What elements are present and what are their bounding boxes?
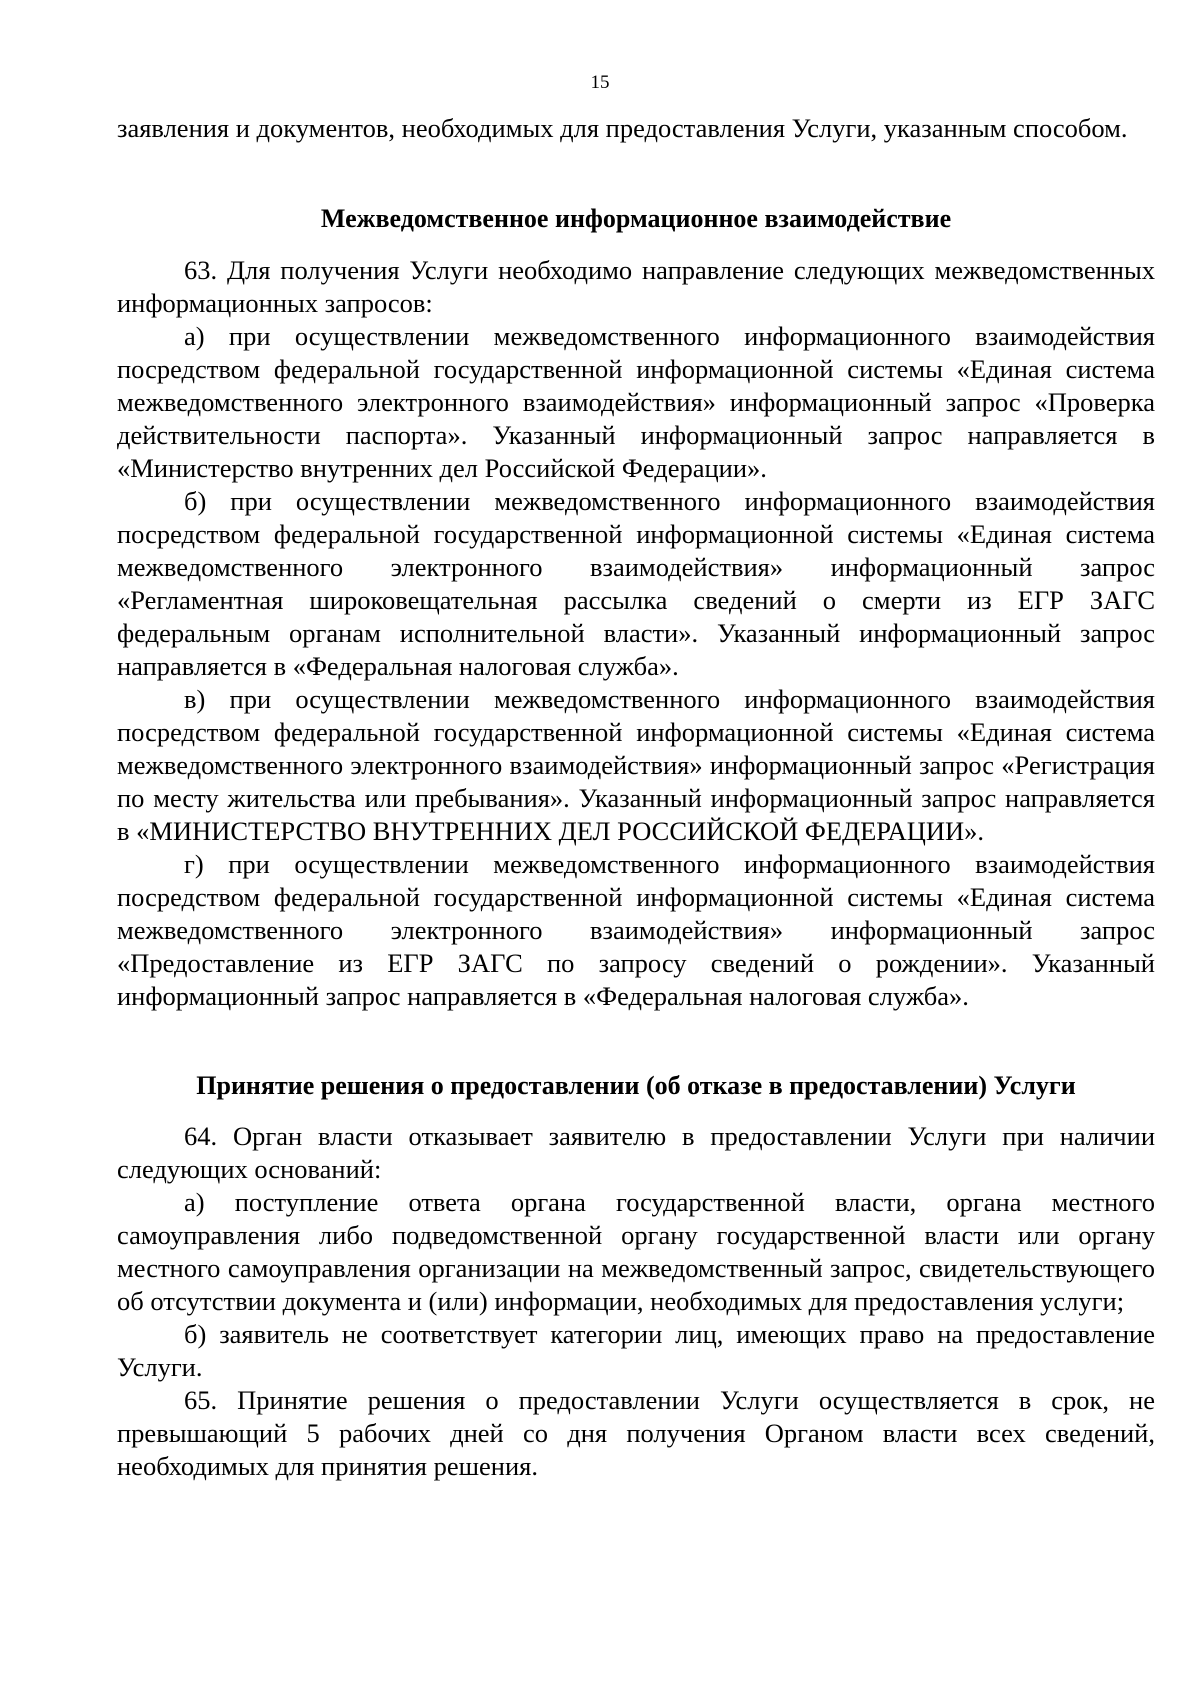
page-number: 15: [590, 72, 610, 93]
section-heading-decision: Принятие решения о предоставлении (об отказе в предоставлении) Услуги: [196, 1071, 1076, 1100]
paragraph-63-b: б) при осуществлении межведомственного информационного взаимодействия посредством федеральной государственной информационной системы «Единая система межведомственного электронного взаимодействия» информационный запрос «Регламентная широковещательная рассылка сведений о смерти из ЕГР ЗАГС федеральным органам исполнительной власти». Указанный информационный запрос направляется в «Федеральная налоговая служба».: [117, 486, 1155, 681]
paragraph-64: 64. Орган власти отказывает заявителю в предоставлении Услуги при наличии следующих оснований:: [117, 1121, 1155, 1184]
paragraph-63: 63. Для получения Услуги необходимо направление следующих межведомственных информационных запросов:: [117, 255, 1155, 318]
paragraph-63-a: а) при осуществлении межведомственного информационного взаимодействия посредством федеральной государственной информационной системы «Единая система межведомственного электронного взаимодействия» информационный запрос «Проверка действительности паспорта». Указанный информационный запрос направляется в «Министерство внутренних дел Российской Федерации».: [117, 321, 1155, 483]
paragraph-65: 65. Принятие решения о предоставлении Услуги осуществляется в срок, не превышающий 5 рабочих дней со дня получения Органом власти всех сведений, необходимых для принятия решения.: [117, 1385, 1155, 1481]
paragraph-63-g: г) при осуществлении межведомственного информационного взаимодействия посредством федеральной государственной информационной системы «Единая система межведомственного электронного взаимодействия» информационный запрос «Предоставление из ЕГР ЗАГС по запросу сведений о рождении». Указанный информационный запрос направляется в «Федеральная налоговая служба».: [117, 849, 1155, 1011]
paragraph-63-v: в) при осуществлении межведомственного информационного взаимодействия посредством федеральной государственной информационной системы «Единая система межведомственного электронного взаимодействия» информационный запрос «Регистрация по месту жительства или пребывания». Указанный информационный запрос направляется в «МИНИСТЕРСТВО ВНУТРЕННИХ ДЕЛ РОССИЙСКОЙ ФЕДЕРАЦИИ».: [117, 684, 1155, 846]
paragraph-64-a: а) поступление ответа органа государственной власти, органа местного самоуправления либо подведомственной органу государственной власти или органу местного самоуправления организации на межведомственный запрос, свидетельствующего об отсутствии документа и (или) информации, необходимых для предоставления услуги;: [117, 1187, 1155, 1316]
intro-paragraph: заявления и документов, необходимых для предоставления Услуги, указанным способом.: [117, 113, 1128, 143]
document-body: [117, 112, 1155, 1483]
section-heading-interagency: Межведомственное информационное взаимодействие: [320, 204, 952, 233]
paragraph-64-b: б) заявитель не соответствует категории лиц, имеющих право на предоставление Услуги.: [117, 1319, 1155, 1382]
